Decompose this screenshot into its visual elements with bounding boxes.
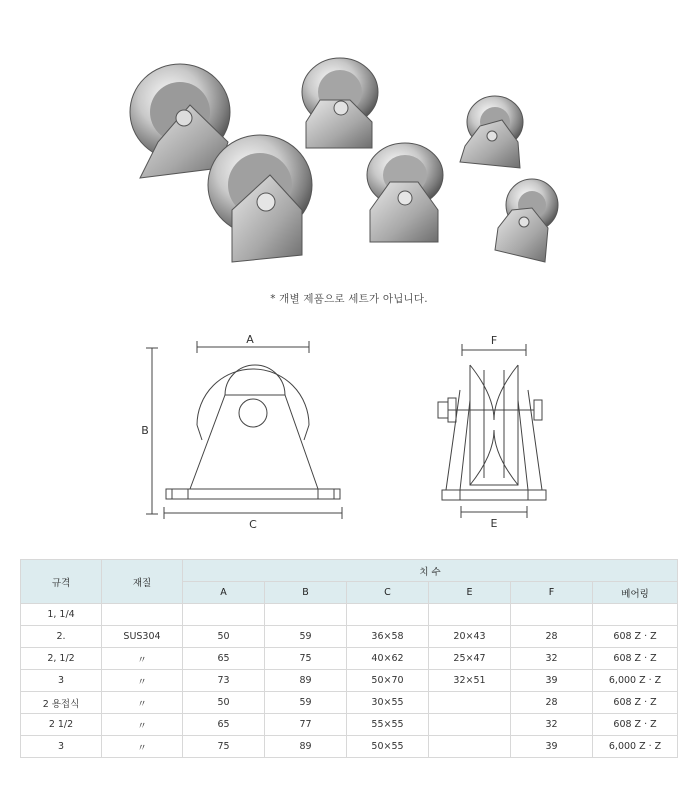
header-dimensions: 치 수 [183,560,678,582]
cell-b: 59 [265,626,347,648]
cell-spec: 2 용접식 [21,692,102,714]
cell-a: 50 [183,692,265,714]
dim-label-f: F [490,334,498,347]
cell-a [183,604,265,626]
caster-medium-back [302,58,378,148]
cell-b [265,604,347,626]
cell-bearing: 6,000 Z · Z [593,736,678,758]
cell-b: 89 [265,736,347,758]
cell-bearing: 608 Z · Z [593,626,678,648]
table-row [21,648,678,670]
cell-spec: 3 [21,670,102,692]
cell-f: 32 [511,648,593,670]
cell-e [429,736,511,758]
dim-label-a: A [246,333,254,346]
header-f: F [511,582,593,604]
cell-material: 〃 [102,670,183,692]
dim-label-b: B [141,424,149,437]
table-row [21,714,678,736]
cell-e [429,692,511,714]
cell-f: 39 [511,670,593,692]
cell-spec: 3 [21,736,102,758]
cell-spec: 2. [21,626,102,648]
table-row [21,670,678,692]
cell-bearing: 608 Z · Z [593,648,678,670]
header-e: E [429,582,511,604]
cell-c: 30×55 [347,692,429,714]
cell-c: 36×58 [347,626,429,648]
cell-c: 55×55 [347,714,429,736]
cell-f [511,604,593,626]
cell-a: 75 [183,736,265,758]
cell-a: 73 [183,670,265,692]
caster-small-back [460,96,523,168]
product-photo [120,50,580,275]
header-material: 재질 [102,560,183,604]
dim-label-c: C [249,518,257,531]
table-row [21,626,678,648]
cell-c [347,604,429,626]
header-c: C [347,582,429,604]
cell-e: 32×51 [429,670,511,692]
cell-e [429,714,511,736]
cell-b: 77 [265,714,347,736]
cell-e: 25×47 [429,648,511,670]
caster-large-front [208,135,312,262]
cell-bearing: 608 Z · Z [593,714,678,736]
spec-table [20,559,678,758]
cell-b: 89 [265,670,347,692]
cell-a: 65 [183,714,265,736]
cell-material: 〃 [102,692,183,714]
dim-label-e: E [490,517,498,530]
cell-f: 32 [511,714,593,736]
cell-e [429,604,511,626]
cell-f: 39 [511,736,593,758]
cell-f: 28 [511,626,593,648]
dimension-drawings [0,320,698,540]
cell-c: 50×55 [347,736,429,758]
cell-bearing: 6,000 Z · Z [593,670,678,692]
cell-c: 50×70 [347,670,429,692]
caster-medium-front [367,143,443,242]
cell-bearing [593,604,678,626]
cell-b: 59 [265,692,347,714]
table-row [21,692,678,714]
cell-a: 50 [183,626,265,648]
front-view-drawing [146,341,342,519]
cell-f: 28 [511,692,593,714]
cell-b: 75 [265,648,347,670]
cell-a: 65 [183,648,265,670]
cell-spec: 1, 1/4 [21,604,102,626]
side-view-drawing [438,344,546,518]
caster-small-front [495,179,558,262]
cell-material: SUS304 [102,626,183,648]
header-a: A [183,582,265,604]
set-notice: * 개별 제품으로 세트가 아닙니다. [270,293,428,305]
cell-material: 〃 [102,736,183,758]
cell-material: 〃 [102,714,183,736]
cell-material [102,604,183,626]
cell-c: 40×62 [347,648,429,670]
cell-spec: 2 1/2 [21,714,102,736]
cell-e: 20×43 [429,626,511,648]
table-row [21,604,678,626]
cell-bearing: 608 Z · Z [593,692,678,714]
header-spec: 규격 [21,560,102,604]
header-b: B [265,582,347,604]
table-row [21,736,678,758]
cell-material: 〃 [102,648,183,670]
header-bearing: 베어링 [593,582,678,604]
cell-spec: 2, 1/2 [21,648,102,670]
